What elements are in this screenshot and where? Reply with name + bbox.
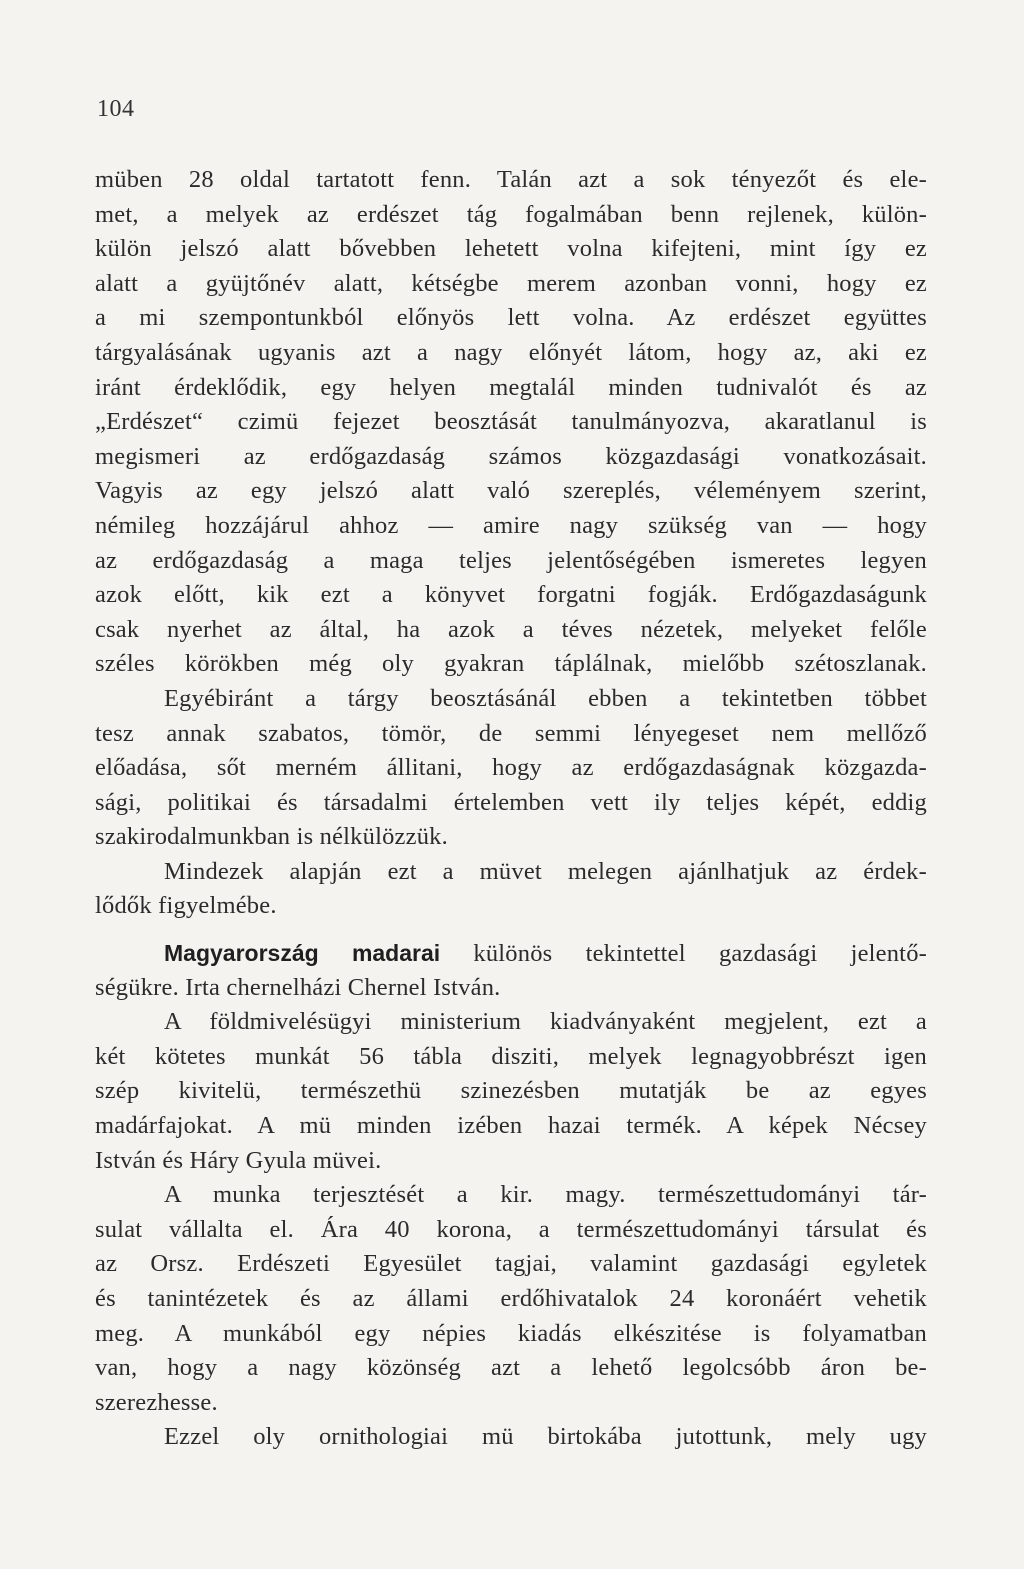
text-line: Ezzel oly ornithologiai mü birtokába jutottunk, mely ugy: [164, 1423, 927, 1451]
text-line: lődők figyelmébe.: [95, 892, 277, 920]
text-line: a mi szempontunkból előnyös lett volna. Az erdészet együttes: [95, 304, 927, 332]
text-line: az erdőgazdaság a maga teljes jelentőségében ismeretes legyen: [95, 546, 927, 574]
text-line: szerezhesse.: [95, 1388, 218, 1416]
text-line: müben 28 oldal tartatott fenn. Talán azt a sok tényezőt és ele-: [95, 166, 927, 193]
review-heading-line: [95, 936, 927, 971]
text-line: csak nyerhet az által, ha azok a téves nézetek, melyeket felőle: [95, 615, 927, 643]
text-line: azok előtt, kik ezt a könyvet forgatni fogják. Erdőgazdaságunk: [95, 581, 927, 609]
text-line: Egyébiránt a tárgy beosztásánál ebben a tekintetben többet: [164, 684, 927, 712]
body-text: [95, 163, 927, 1455]
text-line: széles körökben még oly gyakran táplálnak, mielőbb szétoszlanak.: [95, 650, 927, 678]
book-title: Magyarország madarai: [164, 940, 441, 967]
review-continuation: [95, 163, 927, 924]
text-line: alatt a gyüjtőnév alatt, kétségbe merem azonban vonni, hogy ez: [95, 269, 927, 297]
book-review-section: [95, 936, 927, 1455]
text-line: Mindezek alapján ezt a müvet melegen ajánlhatjuk az érdek-: [164, 857, 927, 885]
text-line: A földmivelésügyi ministerium kiadványaként megjelent, ezt a: [164, 1008, 927, 1036]
text-line: az Orsz. Erdészeti Egyesület tagjai, valamint gazdasági egyletek: [95, 1250, 927, 1278]
text-line: megismeri az erdőgazdaság számos közgazdasági vonatkozásait.: [95, 442, 927, 470]
text-line: külön jelszó alatt bővebben lehetett volna kifejteni, mint így ez: [95, 235, 927, 263]
text-line: iránt érdeklődik, egy helyen megtalál minden tudnivalót és az: [95, 373, 927, 401]
text-line: és tanintézetek és az állami erdőhivatalok 24 koronáért vehetik: [95, 1285, 927, 1312]
text-line: tesz annak szabatos, tömör, de semmi lényegeset nem mellőző: [95, 719, 927, 747]
text-line: sági, politikai és társadalmi értelemben vett ily teljes képét, eddig: [95, 788, 927, 816]
text-line: szakirodalmunkban is nélkülözzük.: [95, 823, 448, 851]
text-line: István és Háry Gyula müvei.: [95, 1146, 382, 1174]
text-line: ségükre. Irta chernelházi Chernel István.: [95, 973, 501, 1001]
text-line: némileg hozzájárul ahhoz — amire nagy szükség van — hogy: [95, 511, 927, 539]
text-line: előadása, sőt merném állitani, hogy az erdőgazdaságnak közgazda-: [95, 754, 927, 782]
section-gap: [95, 924, 927, 936]
book-title-rest: különös tekintettel gazdasági jelentő-: [473, 940, 927, 968]
text-line: szép kivitelü, természethü szinezésben mutatják be az egyes: [95, 1077, 927, 1105]
text-line: meg. A munkából egy népies kiadás elkészitése is folyamatban: [95, 1319, 927, 1347]
text-line: van, hogy a nagy közönség azt a lehető legolcsóbb áron be-: [95, 1354, 927, 1382]
text-line: met, a melyek az erdészet tág fogalmában benn rejlenek, külön-: [95, 200, 927, 228]
text-line: „Erdészet“ czimü fejezet beosztását tanulmányozva, akaratlanul is: [95, 408, 927, 436]
text-line: két kötetes munkát 56 tábla disziti, melyek legnagyobbrészt igen: [95, 1042, 927, 1070]
page-number: 104: [97, 96, 135, 122]
text-line: madárfajokat. A mü minden izében hazai termék. A képek Nécsey: [95, 1112, 927, 1140]
text-line: tárgyalásának ugyanis azt a nagy előnyét látom, hogy az, aki ez: [95, 338, 927, 366]
text-line: A munka terjesztését a kir. magy. természettudományi tár-: [164, 1181, 927, 1209]
text-line: sulat vállalta el. Ára 40 korona, a természettudományi társulat és: [95, 1215, 927, 1243]
text-line: Vagyis az egy jelszó alatt való szereplés, véleményem szerint,: [95, 477, 927, 505]
